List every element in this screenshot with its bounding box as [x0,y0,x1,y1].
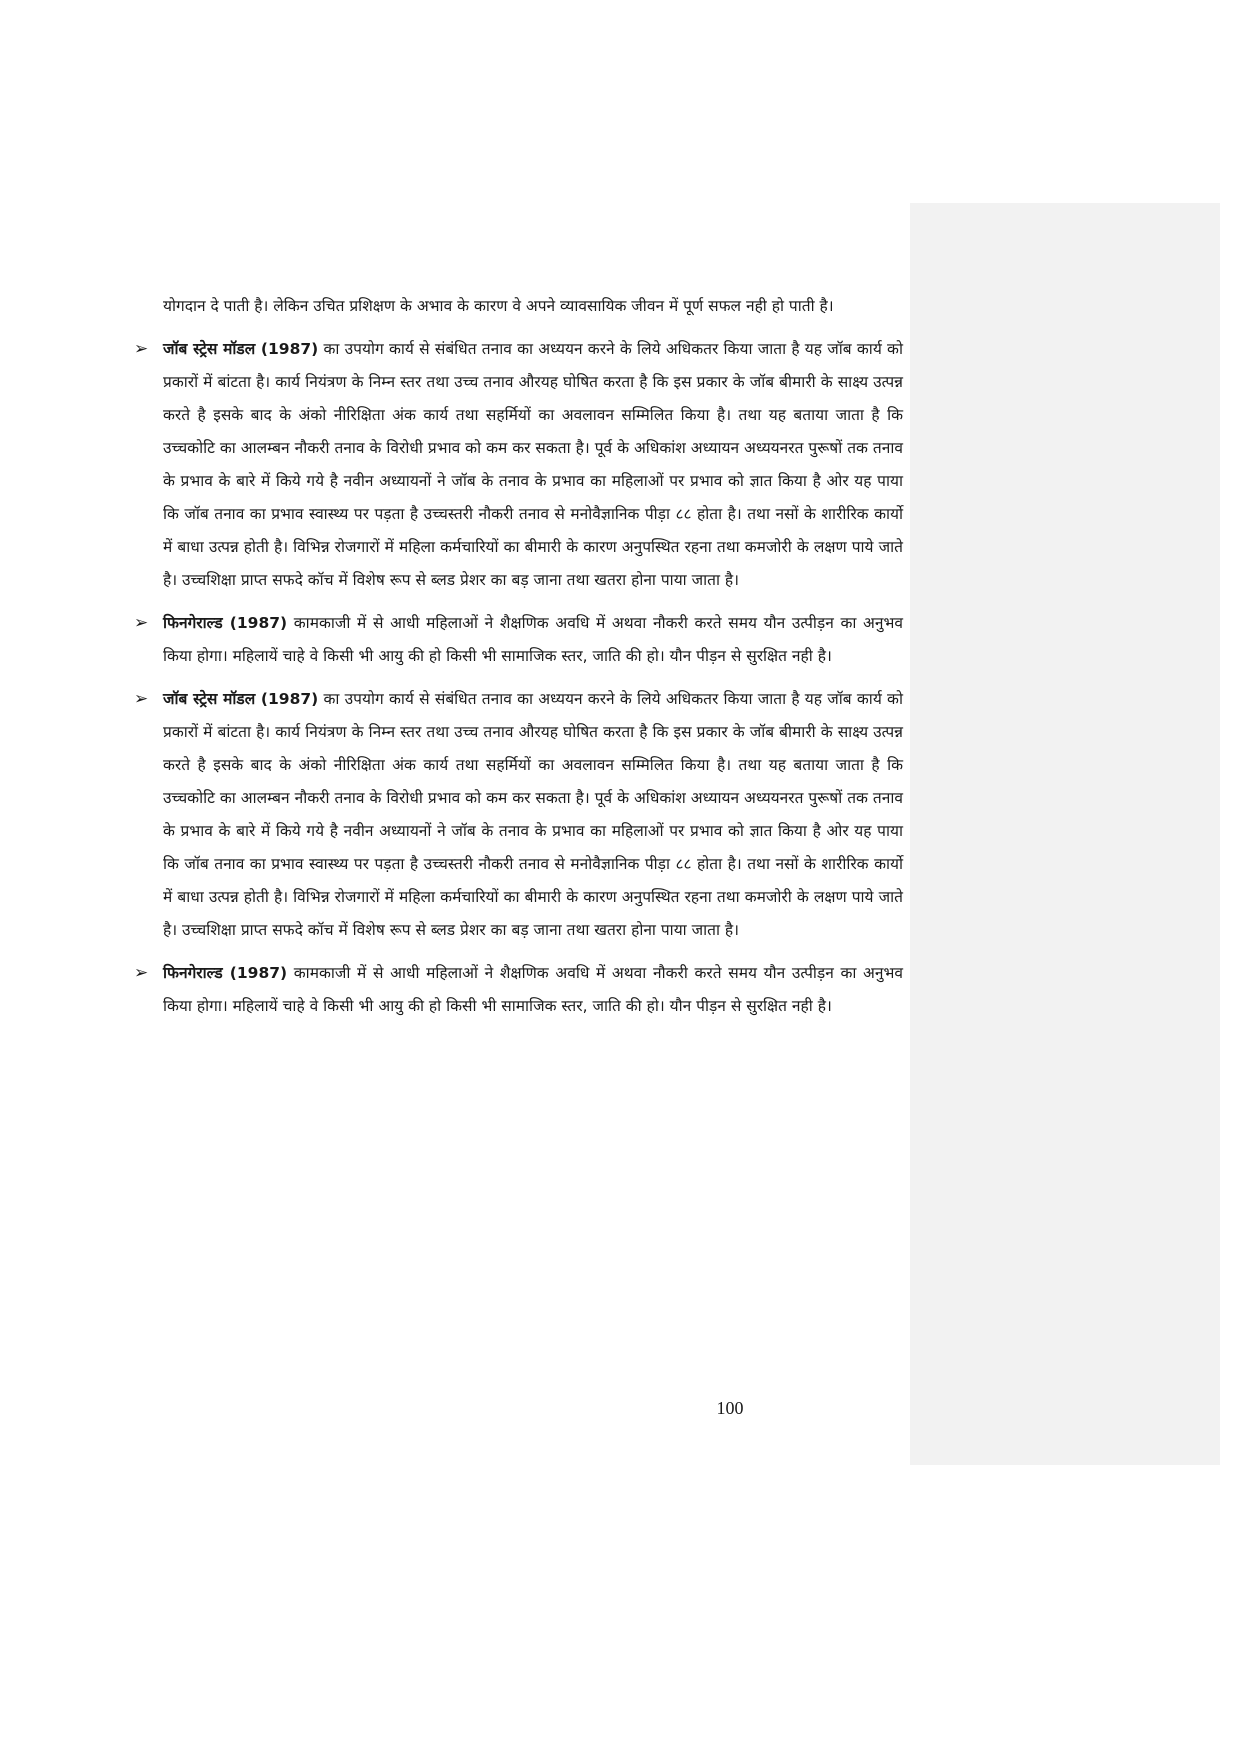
item-text: का उपयोग कार्य से संबंधित तनाव का अध्ययन करने के लिये अधिकतर किया जाता है यह जॉब कार्य को प्रकारों में बांटता है। कार्य नियंत्रण के निम्न स्तर तथा उच्च तनाव औरयह घोषित करता है कि इस प्रकार के जॉब बीमारी के साक्ष्य उत्पन्न करते है इसके बाद के अंको नीरिक्षिता अंक कार्य तथा सहर्मियों का अवलावन सम्मिलित किया है। तथा यह बताया जाता है कि उच्चकोटि का आलम्बन नौकरी तनाव के विरोधी प्रभाव को कम कर सकता है। पूर्व के अधिकांश अध्यायन अध्ययनरत पुरूषों तक तनाव के प्रभाव के बारे में किये गये है नवीन अध्यायनों ने जॉब के तनाव के प्रभाव का महिलाओं पर प्रभाव को ज्ञात किया है ओर यह पाया कि जॉब तनाव का प्रभाव स्वास्थ्य पर पड़ता है उच्चस्तरी नौकरी तनाव से मनोवैज्ञानिक पीड़ा ८८ होता है। तथा नसों के शारीरिक कार्यो में बाधा उत्पन्न होती है। विभिन्न रोजगारों में महिला कर्मचारियों का बीमारी के कारण अनुपस्थित रहना तथा कमजोरी के लक्षण पाये जाते है। उच्चशिक्षा प्राप्त सफदे कॉच में विशेष रूप से ब्लड प्रेशर का बड़ जाना तथा खतरा होना पाया जाता है। [163,690,903,939]
bullet-item-4 [128,957,903,1023]
page-body [128,290,903,1023]
comment-margin-pane [910,203,1220,1465]
item-text: का उपयोग कार्य से संबंधित तनाव का अध्ययन करने के लिये अधिकतर किया जाता है यह जॉब कार्य को प्रकारों में बांटता है। कार्य नियंत्रण के निम्न स्तर तथा उच्च तनाव औरयह घोषित करता है कि इस प्रकार के जॉब बीमारी के साक्ष्य उत्पन्न करते है इसके बाद के अंको नीरिक्षिता अंक कार्य तथा सहर्मियों का अवलावन सम्मिलित किया है। तथा यह बताया जाता है कि उच्चकोटि का आलम्बन नौकरी तनाव के विरोधी प्रभाव को कम कर सकता है। पूर्व के अधिकांश अध्यायन अध्ययनरत पुरूषों तक तनाव के प्रभाव के बारे में किये गये है नवीन अध्यायनों ने जॉब के तनाव के प्रभाव का महिलाओं पर प्रभाव को ज्ञात किया है ओर यह पाया कि जॉब तनाव का प्रभाव स्वास्थ्य पर पड़ता है उच्चस्तरी नौकरी तनाव से मनोवैज्ञानिक पीड़ा ८८ होता है। तथा नसों के शारीरिक कार्यो में बाधा उत्पन्न होती है। विभिन्न रोजगारों में महिला कर्मचारियों का बीमारी के कारण अनुपस्थित रहना तथा कमजोरी के लक्षण पाये जाते है। उच्चशिक्षा प्राप्त सफदे कॉच में विशेष रूप से ब्लड प्रेशर का बड़ जाना तथा खतरा होना पाया जाता है। [163,340,903,589]
arrow-bullet-icon: ➢ [134,689,149,709]
item-lead: जॉब स्ट्रेस मॉडल (1987) [163,690,319,708]
bullet-item-2 [128,607,903,673]
arrow-bullet-icon: ➢ [134,963,149,983]
bullet-item-3 [128,683,903,947]
bullet-item-1 [128,333,903,597]
item-lead: फिनगेराल्ड (1987) [163,964,288,982]
item-lead: फिनगेराल्ड (1987) [163,614,288,632]
arrow-bullet-icon: ➢ [134,613,149,633]
page-number: 100 [716,1398,744,1418]
arrow-bullet-icon: ➢ [134,339,149,359]
item-text: कामकाजी में से आधी महिलाओं ने शैक्षणिक अवधि में अथवा नौकरी करते समय यौन उत्पीड़न का अनुभव किया होगा। महिलायें चाहे वे किसी भी आयु की हो किसी भी सामाजिक स्तर, जाति की हो। यौन पीड़न से सुरक्षित नही है। [163,964,903,1015]
item-text: कामकाजी में से आधी महिलाओं ने शैक्षणिक अवधि में अथवा नौकरी करते समय यौन उत्पीड़न का अनुभव किया होगा। महिलायें चाहे वे किसी भी आयु की हो किसी भी सामाजिक स्तर, जाति की हो। यौन पीड़न से सुरक्षित नही है। [163,614,903,665]
item-lead: जॉब स्ट्रेस मॉडल (1987) [163,340,319,358]
intro-paragraph: योगदान दे पाती है। लेकिन उचित प्रशिक्षण के अभाव के कारण वे अपने व्यावसायिक जीवन में पूर्ण सफल नही हो पाती है। [163,297,834,315]
